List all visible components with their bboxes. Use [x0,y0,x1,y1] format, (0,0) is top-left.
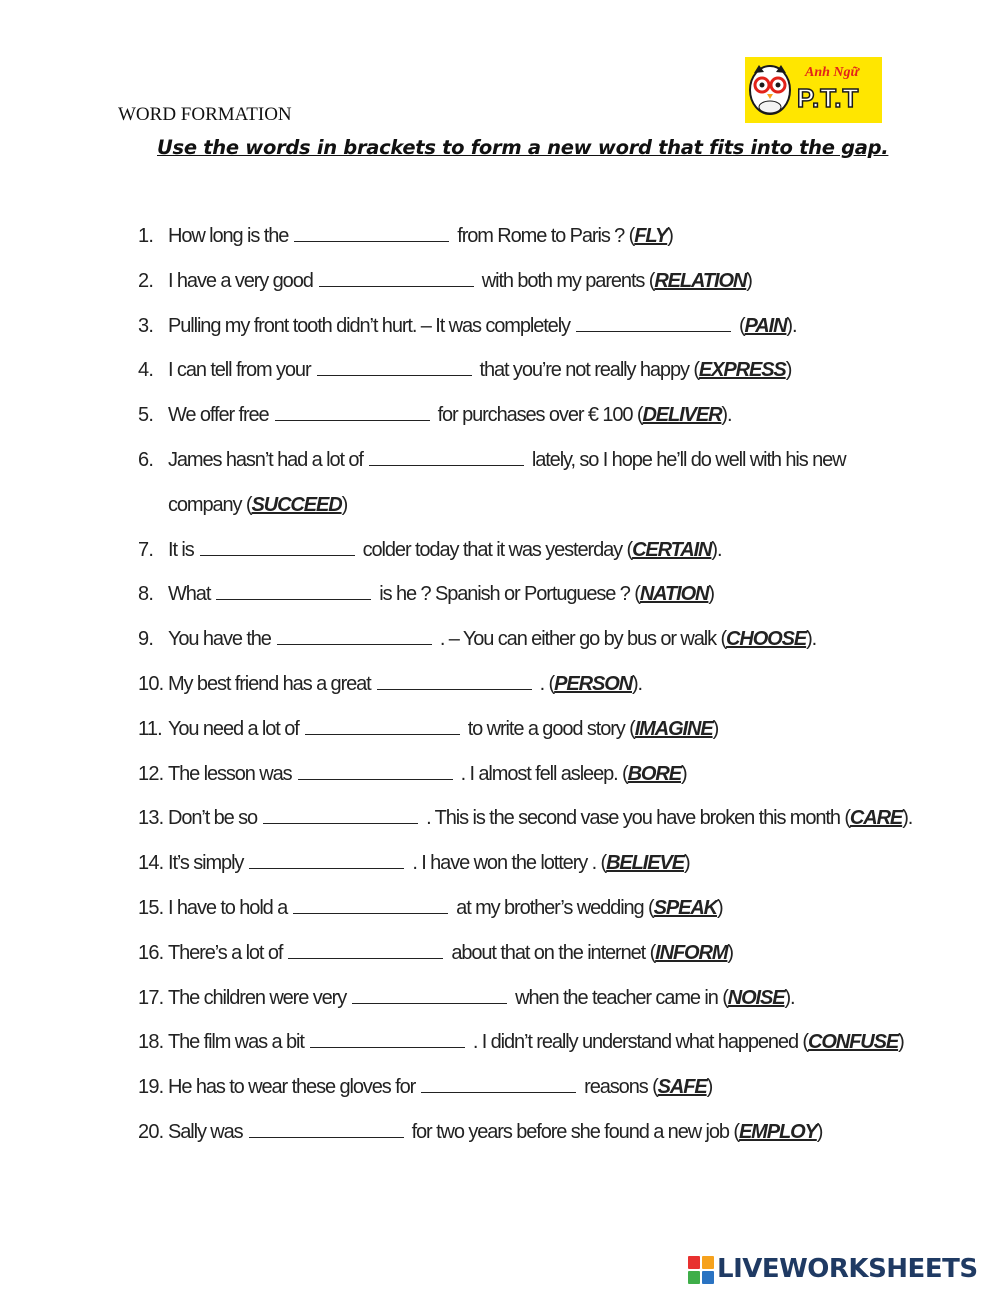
question-prefix: It’s simply [168,852,244,875]
question-prefix: My best friend has a great [168,672,371,695]
answer-blank[interactable] [310,1031,465,1048]
question-end: ). [711,538,722,561]
question-prefix: The children were very [168,986,347,1009]
question-text [168,886,888,931]
root-word: PAIN [744,314,787,337]
question-list [138,225,913,1166]
question-prefix: I have a very good [168,269,313,292]
question-end: ) [785,359,792,382]
question-number: 6. [138,448,154,471]
instruction-text: Use the words in brackets to form a new word that fits into the gap. [157,136,889,159]
answer-blank[interactable] [263,807,418,824]
answer-blank[interactable] [305,718,460,735]
question-prefix: How long is the [168,225,289,247]
question-end: ) [341,493,348,516]
question-number: 4. [138,359,154,382]
question-text [168,528,888,573]
question-prefix: You have the [168,628,271,651]
question-prefix: Pulling my front tooth didn’t hurt. – It was completely [168,314,570,337]
question-prefix: Don’t be so [168,807,258,830]
question-end: ) [746,269,752,292]
question-number: 19. [138,1076,164,1099]
question-text [168,796,913,841]
question-text [168,348,888,393]
question-text [168,1065,888,1110]
question-end: ). [721,404,732,427]
root-word: PERSON [554,672,632,695]
question-text [168,662,888,707]
question-suffix: that you’re not really happy ( [479,359,699,382]
question-number: 8. [138,583,154,606]
answer-blank[interactable] [249,1121,404,1138]
root-word: BELIEVE [606,852,684,875]
question-prefix: There’s a lot of [168,941,283,964]
answer-blank[interactable] [298,763,453,780]
question-number: 3. [138,314,154,337]
question-suffix: . I have won the lottery . ( [412,852,607,875]
root-word: RELATION [654,269,747,292]
root-word: CHOOSE [726,628,807,651]
question-number: 16. [138,941,164,964]
question-text [168,1020,904,1065]
question-number: 7. [138,538,154,561]
question-suffix: for purchases over € 100 ( [437,404,643,427]
worksheet-title: WORD FORMATION [118,104,292,125]
question-prefix: Sally was [168,1120,243,1143]
question-suffix: lately, so I hope he’ll do well with his new company ( [168,448,846,516]
root-word: SAFE [657,1076,707,1099]
question-number: 20. [138,1120,164,1143]
question-suffix: ( [738,314,745,337]
answer-blank[interactable] [216,583,371,600]
question-prefix: I can tell from your [168,359,311,382]
question-number: 13. [138,807,164,830]
question-number: 1. [138,225,154,247]
question-text [168,976,888,1021]
question-number: 17. [138,986,164,1009]
root-word: NOISE [727,986,785,1009]
answer-blank[interactable] [249,852,404,869]
question-text [168,1110,888,1155]
question-text [168,752,888,797]
question-end: ) [706,1076,713,1099]
question-end: ) [816,1120,823,1143]
question-end: ) [727,941,733,964]
question-text [168,572,888,617]
root-word: IMAGINE [634,717,713,740]
question-end: ) [680,762,687,785]
question-suffix: colder today that it was yesterday ( [362,538,633,561]
logo-subtitle: Anh Ngữ [805,65,859,80]
question-suffix: to write a good story ( [467,717,635,740]
question-number: 5. [138,404,154,427]
question-end: ) [708,583,714,606]
question-end: ). [806,628,817,651]
question-suffix: . – You can either go by bus or walk ( [439,628,727,651]
question-number: 10. [138,672,164,695]
question-text [168,931,888,976]
liveworksheets-logo [688,1254,988,1288]
answer-blank[interactable] [275,404,430,421]
question-end: ). [786,314,797,337]
question-number: 12. [138,762,164,785]
answer-blank[interactable] [294,225,449,242]
question-prefix: It is [168,538,194,561]
question-text [168,214,888,259]
brand-logo [745,57,882,123]
question-prefix: The film was a bit [168,1031,304,1054]
question-suffix: at my brother’s wedding ( [456,896,654,919]
question-suffix: from Rome to Paris ? ( [457,225,635,247]
question-suffix: with both my parents ( [481,269,655,292]
answer-blank[interactable] [352,987,507,1004]
question-suffix: . This is the second vase you have broken this month ( [426,807,850,830]
question-number: 15. [138,896,164,919]
answer-blank[interactable] [277,628,432,645]
root-word: EXPRESS [698,359,786,382]
root-word: SPEAK [653,896,718,919]
question-end: ) [667,225,673,247]
root-word: EMPLOY [738,1120,817,1143]
question-text [168,259,888,304]
question-end: ) [712,717,719,740]
question-item [138,1121,898,1166]
answer-blank[interactable] [200,539,355,556]
root-word: INFORM [655,941,728,964]
question-prefix: I have to hold a [168,896,288,919]
answer-blank[interactable] [319,270,474,287]
question-end: ) [683,852,690,875]
question-suffix: . I didn’t really understand what happened ( [472,1031,808,1054]
answer-blank[interactable] [317,359,472,376]
question-suffix: about that on the internet ( [451,941,656,964]
logo-wordmark: P.T.T [797,83,860,113]
question-suffix: for two years before she found a new job ( [411,1120,739,1143]
question-suffix: when the teacher came in ( [515,986,728,1009]
answer-blank[interactable] [576,315,731,332]
root-word: DELIVER [642,404,722,427]
answer-blank[interactable] [293,897,448,914]
root-word: NATION [639,583,709,606]
question-number: 2. [138,269,154,292]
answer-blank[interactable] [377,673,532,690]
question-text [168,841,888,886]
answer-blank[interactable] [288,942,443,959]
question-end: ) [717,896,723,919]
question-prefix: You need a lot of [168,717,299,740]
question-prefix: We offer free [168,404,269,427]
question-prefix: He has to wear these gloves for [168,1076,416,1099]
root-word: BORE [627,762,681,785]
root-word: SUCCEED [251,493,342,516]
question-end: ) [898,1031,904,1054]
question-end: ). [784,986,795,1009]
question-number: 14. [138,852,164,875]
question-text [168,438,888,528]
question-suffix: . ( [539,672,555,695]
root-word: FLY [634,225,668,247]
question-suffix: . I almost fell asleep. ( [460,762,628,785]
root-word: CERTAIN [632,538,712,561]
question-suffix: reasons ( [584,1076,658,1099]
question-text [168,393,888,438]
liveworksheets-icon [688,1256,716,1286]
question-text [168,617,888,662]
question-prefix: James hasn’t had a lot of [168,448,363,471]
question-item [138,449,898,539]
question-text [168,707,888,752]
root-word: CARE [849,807,903,830]
question-suffix: is he ? Spanish or Portuguese ? ( [379,583,640,606]
question-end: ). [632,672,643,695]
question-number: 9. [138,628,154,651]
root-word: CONFUSE [808,1031,899,1054]
question-prefix: The lesson was [168,762,292,785]
liveworksheets-wordmark: LIVEWORKSHEETS [717,1254,978,1284]
question-text [168,304,888,349]
question-number: 11. [138,717,162,740]
question-number: 18. [138,1031,164,1054]
answer-blank[interactable] [369,449,524,466]
answer-blank[interactable] [421,1076,576,1093]
question-end: ). [902,807,913,830]
question-prefix: What [168,583,211,606]
